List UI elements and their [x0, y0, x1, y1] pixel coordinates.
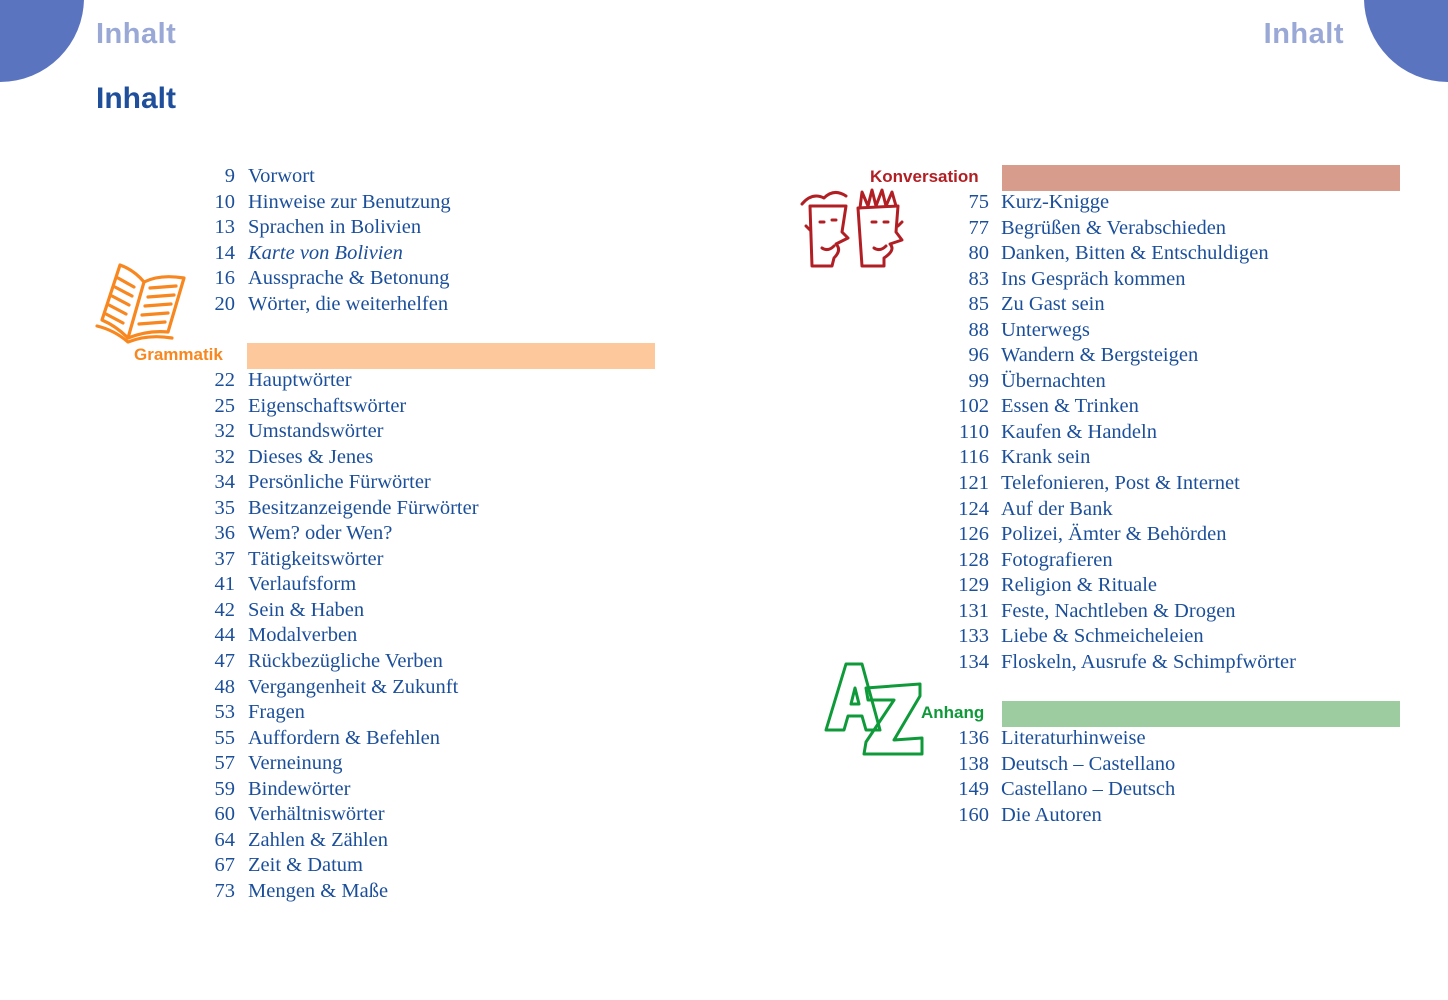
toc-entry	[953, 420, 1413, 446]
toc-entry	[199, 266, 669, 292]
entry-title: Sein & Haben	[248, 598, 365, 621]
entry-title: Zahlen & Zählen	[248, 828, 389, 851]
toc-entry	[199, 572, 669, 598]
entry-title: Verneinung	[248, 752, 343, 775]
page-number: 22	[214, 369, 235, 391]
page-number: 14	[214, 241, 235, 264]
konversation-list	[953, 190, 1413, 675]
entry-title: Auffordern & Befehlen	[248, 726, 441, 749]
page-number: 42	[214, 598, 235, 621]
section-bar-anhang	[1002, 701, 1400, 727]
toc-entry	[199, 675, 669, 701]
entry-title: Verhältniswörter	[248, 803, 385, 826]
entry-title: Feste, Nachtleben & Drogen	[1001, 599, 1236, 622]
entry-title: Literaturhinweise	[1001, 727, 1146, 749]
page-number: 53	[214, 701, 235, 724]
page-number: 10	[214, 190, 235, 213]
page-number: 57	[214, 752, 235, 775]
page-number: 138	[958, 752, 989, 775]
page-number: 48	[214, 675, 235, 698]
toc-entry	[199, 802, 669, 828]
page-number: 128	[958, 548, 989, 571]
entry-title: Ins Gespräch kommen	[1001, 267, 1186, 290]
page-number: 102	[958, 395, 989, 418]
entry-title: Aussprache & Betonung	[248, 267, 450, 290]
toc-entry	[199, 853, 669, 879]
entry-title: Verlaufsform	[248, 573, 357, 596]
toc-entry	[199, 241, 669, 267]
entry-title: Religion & Rituale	[1001, 574, 1158, 597]
entry-title: Übernachten	[1001, 369, 1106, 392]
entry-title: Wandern & Bergsteigen	[1001, 344, 1199, 367]
entry-title: Vergangenheit & Zukunft	[248, 675, 459, 698]
entry-title: Kurz-Knigge	[1001, 191, 1110, 213]
toc-entry	[199, 828, 669, 854]
entry-title: Hinweise zur Benutzung	[248, 190, 451, 213]
page-number: 133	[958, 625, 989, 648]
entry-title: Auf der Bank	[1001, 497, 1113, 520]
page-number: 64	[214, 828, 235, 851]
entry-title: Umstandswörter	[248, 420, 384, 443]
entry-title: Deutsch – Castellano	[1001, 752, 1176, 775]
entry-title: Telefonieren, Post & Internet	[1001, 472, 1240, 495]
toc-entry	[953, 267, 1413, 293]
corner-decoration-right	[1364, 0, 1448, 82]
page-number: 25	[214, 394, 235, 417]
toc-entry	[199, 700, 669, 726]
entry-title: Castellano – Deutsch	[1001, 778, 1176, 801]
entry-title: Liebe & Schmeicheleien	[1001, 625, 1204, 648]
page-number: 83	[968, 267, 989, 290]
entry-title: Wörter, die weiterhelfen	[248, 292, 449, 315]
toc-entry	[199, 419, 669, 445]
entry-title: Sprachen in Bolivien	[248, 216, 422, 239]
book-icon	[92, 260, 192, 346]
page-number: 37	[214, 547, 235, 570]
entry-title: Krank sein	[1001, 446, 1091, 469]
entry-title: Fragen	[248, 701, 305, 724]
page-number: 116	[959, 446, 989, 469]
toc-entry	[953, 522, 1413, 548]
toc-entry	[199, 394, 669, 420]
page-number: 124	[958, 497, 989, 520]
entry-title: Hauptwörter	[248, 369, 352, 391]
toc-entry	[953, 548, 1413, 574]
grammatik-list	[199, 368, 669, 904]
entry-title: Eigenschaftswörter	[248, 394, 407, 417]
page-number: 149	[958, 778, 989, 801]
entry-title: Tätigkeitswörter	[248, 547, 384, 570]
page-number: 59	[214, 777, 235, 800]
entry-title: Besitzanzeigende Fürwörter	[248, 496, 479, 519]
entry-title: Danken, Bitten & Entschuldigen	[1001, 242, 1269, 265]
toc-entry	[953, 650, 1413, 676]
entry-title: Zeit & Datum	[248, 854, 364, 877]
toc-entry	[199, 215, 669, 241]
entry-title: Wem? oder Wen?	[248, 522, 393, 545]
faces-icon	[798, 186, 910, 272]
page-number: 41	[214, 573, 235, 596]
entry-title: Modalverben	[248, 624, 358, 647]
toc-entry	[953, 599, 1413, 625]
entry-title: Begrüßen & Verabschieden	[1001, 216, 1227, 239]
page-number: 160	[958, 803, 989, 826]
section-label-anhang: Anhang	[921, 703, 985, 722]
toc-entry	[953, 216, 1413, 242]
toc-entry	[953, 803, 1413, 829]
toc-entry	[953, 394, 1413, 420]
page-number: 13	[214, 216, 235, 239]
entry-title: Karte von Bolivien	[248, 241, 403, 264]
page-number: 44	[214, 624, 235, 647]
toc-entry	[953, 369, 1413, 395]
entry-title: Persönliche Fürwörter	[248, 471, 431, 494]
page-number: 60	[214, 803, 235, 826]
entry-title: Mengen & Maße	[248, 879, 389, 902]
page-number: 32	[214, 445, 235, 468]
page-number: 36	[214, 522, 235, 545]
page-number: 20	[214, 292, 235, 315]
page-number: 9	[224, 165, 235, 187]
page-number: 16	[214, 267, 235, 290]
page-number: 96	[968, 344, 989, 367]
entry-title: Zu Gast sein	[1001, 293, 1105, 316]
entry-title: Die Autoren	[1001, 803, 1102, 826]
toc-entry	[199, 726, 669, 752]
toc-entry	[953, 445, 1413, 471]
toc-entry	[199, 470, 669, 496]
entry-title: Essen & Trinken	[1001, 395, 1139, 418]
section-bar-konversation	[1002, 165, 1400, 191]
toc-entry	[199, 496, 669, 522]
section-label-konversation: Konversation	[870, 167, 979, 186]
running-head-right: Inhalt	[1263, 18, 1344, 50]
page-number: 126	[958, 523, 989, 546]
toc-entry	[953, 777, 1413, 803]
intro-list	[199, 164, 669, 317]
toc-entry	[199, 649, 669, 675]
page-number: 85	[968, 293, 989, 316]
page-number: 32	[214, 420, 235, 443]
entry-title: Rückbezügliche Verben	[248, 650, 443, 673]
toc-entry	[953, 190, 1413, 216]
page-number: 88	[968, 318, 989, 341]
toc-entry	[953, 292, 1413, 318]
page-number: 121	[958, 472, 989, 495]
toc-entry	[199, 190, 669, 216]
page-number: 47	[214, 650, 235, 673]
toc-entry	[199, 777, 669, 803]
page-number: 34	[214, 471, 235, 494]
toc-entry	[953, 471, 1413, 497]
section-bar-grammatik	[247, 343, 655, 369]
toc-entry	[199, 751, 669, 777]
toc-entry	[953, 726, 1413, 752]
page-number: 77	[968, 216, 989, 239]
toc-entry	[199, 445, 669, 471]
page-title: Inhalt	[96, 82, 176, 115]
page-number: 67	[214, 854, 235, 877]
page-number: 134	[958, 650, 989, 673]
toc-entry	[199, 623, 669, 649]
page-number: 136	[958, 727, 989, 749]
toc-entry	[953, 343, 1413, 369]
toc-entry	[199, 547, 669, 573]
page-number: 80	[968, 242, 989, 265]
page-number: 75	[968, 191, 989, 213]
toc-entry	[953, 497, 1413, 523]
page-number: 99	[968, 369, 989, 392]
a-z-icon	[822, 660, 926, 758]
toc-entry	[953, 624, 1413, 650]
page-number: 73	[214, 879, 235, 902]
toc-entry	[953, 241, 1413, 267]
toc-entry	[199, 164, 669, 190]
toc-entry	[199, 368, 669, 394]
entry-title: Vorwort	[248, 165, 315, 187]
anhang-list	[953, 726, 1413, 828]
toc-entry	[199, 598, 669, 624]
toc-entry	[199, 521, 669, 547]
entry-title: Fotografieren	[1001, 548, 1113, 571]
corner-decoration-left	[0, 0, 84, 82]
page-number: 129	[958, 574, 989, 597]
page-number: 35	[214, 496, 235, 519]
page-number: 131	[958, 599, 989, 622]
toc-entry	[199, 879, 669, 905]
entry-title: Dieses & Jenes	[248, 445, 374, 468]
toc-entry	[953, 318, 1413, 344]
toc-entry	[953, 752, 1413, 778]
toc-entry	[953, 573, 1413, 599]
page-number: 55	[214, 726, 235, 749]
entry-title: Floskeln, Ausrufe & Schimpfwörter	[1001, 650, 1296, 673]
page-number: 110	[959, 420, 989, 443]
entry-title: Bindewörter	[248, 777, 351, 800]
section-label-grammatik: Grammatik	[134, 345, 223, 364]
running-head-left: Inhalt	[96, 18, 177, 50]
entry-title: Kaufen & Handeln	[1001, 420, 1157, 443]
toc-entry	[199, 292, 669, 318]
entry-title: Unterwegs	[1001, 318, 1090, 341]
entry-title: Polizei, Ämter & Behörden	[1001, 523, 1227, 546]
